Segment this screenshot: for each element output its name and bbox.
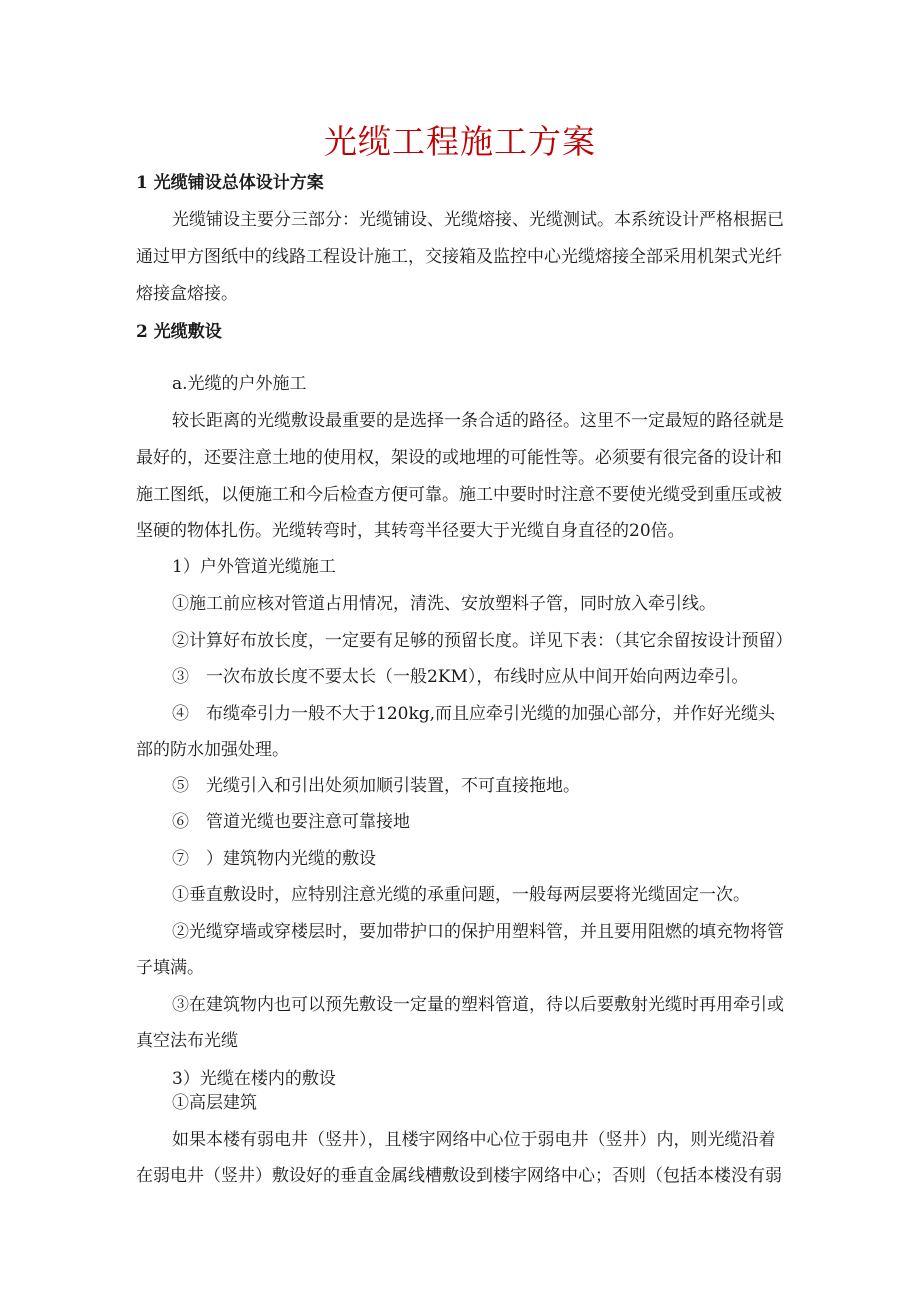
list-heading: 3）光缆在楼内的敷设 (172, 1069, 336, 1089)
list-item: ③ 一次布放长度不要太长（一般2KM），布线时应从中间开始向两边牵引。 (172, 667, 749, 687)
list-item: ②光缆穿墙或穿楼层时，要加带护口的保护用塑料管，并且要用阻燃的填充物将管 (172, 922, 784, 942)
paragraph-line: 熔接盒熔接。 (136, 284, 238, 304)
list-item: ④ 布缆牵引力一般不大于120kg,而且应牵引光缆的加强心部分，并作好光缆头 (172, 704, 776, 724)
paragraph-line: 通过甲方图纸中的线路工程设计施工，交接箱及监控中心光缆熔接全部采用机架式光纤 (136, 247, 782, 267)
list-item-continuation: 部的防水加强处理。 (136, 740, 289, 760)
section-heading-2: 2 光缆敷设 (136, 322, 222, 342)
list-item: ②计算好布放长度，一定要有足够的预留长度。详见下表：（其它余留按设计预留） (172, 631, 793, 651)
subsection-heading: a.光缆的户外施工 (172, 374, 307, 394)
list-item: ①垂直敷设时，应特别注意光缆的承重问题，一般每两层要将光缆固定一次。 (172, 885, 750, 905)
list-item: ①施工前应核对管道占用情况，清洗、安放塑料子管，同时放入牵引线。 (172, 594, 716, 614)
list-item-continuation: 子填满。 (136, 958, 204, 978)
list-item: ⑥ 管道光缆也要注意可靠接地 (172, 812, 410, 832)
list-item: ⑤ 光缆引入和引出处须加顺引装置，不可直接拖地。 (172, 776, 580, 796)
list-item-continuation: 真空法布光缆 (136, 1031, 238, 1051)
list-item: ①高层建筑 (172, 1093, 257, 1113)
paragraph-line: 施工图纸，以便施工和今后检查方便可靠。施工中要时时注意不要使光缆受到重压或被 (136, 485, 782, 505)
paragraph-line: 较长距离的光缆敷设最重要的是选择一条合适的路径。这里不一定最短的路径就是 (172, 411, 784, 431)
list-item: ⑦ ）建筑物内光缆的敷设 (172, 849, 376, 869)
paragraph-line: 最好的，还要注意土地的使用权，架设的或地埋的可能性等。必须要有很完备的设计和 (136, 448, 782, 468)
document-title: 光缆工程施工方案 (324, 122, 596, 161)
paragraph-line: 坚硬的物体扎伤。光缆转弯时，其转弯半径要大于光缆自身直径的20倍。 (136, 521, 685, 541)
paragraph-line: 在弱电井（竖井）敷设好的垂直金属线槽敷设到楼宇网络中心；否则（包括本楼没有弱 (136, 1166, 782, 1186)
list-heading: 1）户外管道光缆施工 (172, 557, 336, 577)
paragraph-line: 光缆铺设主要分三部分：光缆铺设、光缆熔接、光缆测试。本系统设计严格根据已 (172, 210, 784, 230)
section-heading-1: 1 光缆铺设总体设计方案 (136, 173, 324, 193)
paragraph-line: 如果本楼有弱电井（竖井），且楼宇网络中心位于弱电井（竖井）内，则光缆沿着 (172, 1130, 776, 1150)
list-item: ③在建筑物内也可以预先敷设一定量的塑料管道，待以后要敷射光缆时再用牵引或 (172, 995, 784, 1015)
